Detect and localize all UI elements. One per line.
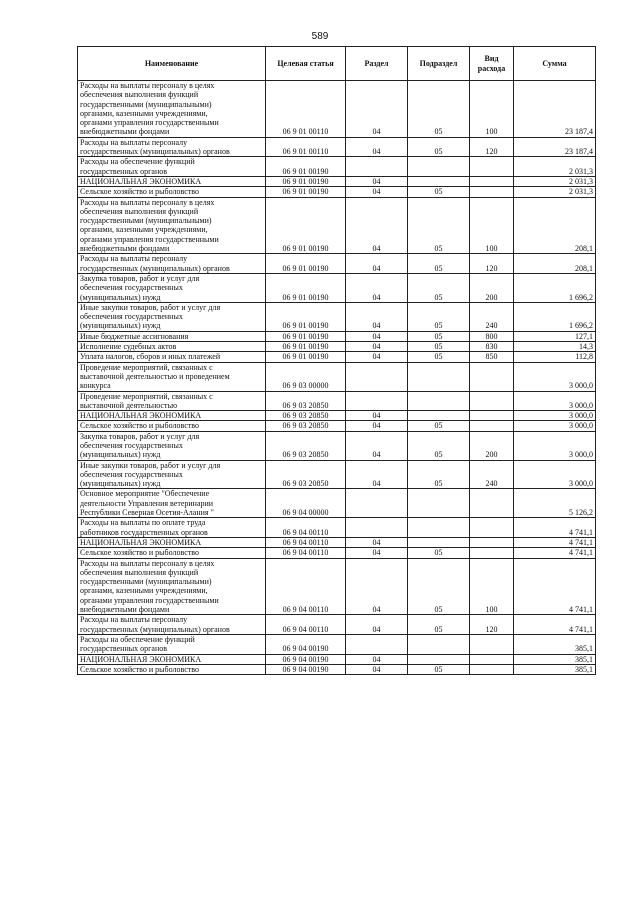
table-row [78,548,596,558]
row-subsection-cell [408,362,470,391]
row-expense-kind-cell [470,664,514,674]
row-subsection-cell: 05 [408,254,470,274]
row-sum-cell: 4 741,1 [514,615,596,635]
row-subsection-cell: 05 [408,664,470,674]
row-section-cell [346,518,408,538]
row-section-cell: 04 [346,421,408,431]
row-section-cell [346,489,408,518]
row-expense-kind-cell [470,489,514,518]
row-sum-cell: 112,8 [514,352,596,362]
row-section-cell: 04 [346,254,408,274]
row-name-cell: Основное мероприятие "Обеспечение деятельности Управления ветеринарии Республики Северная Осетия-Алания " [78,489,266,518]
row-section-cell: 04 [346,187,408,197]
row-sum-cell: 3 000,0 [514,362,596,391]
budget-table [77,46,596,675]
row-name-cell: НАЦИОНАЛЬНАЯ ЭКОНОМИКА [78,654,266,664]
row-subsection-cell: 05 [408,81,470,138]
row-target-article-cell: 06 9 01 00190 [266,352,346,362]
table-row [78,187,596,197]
row-name-cell: Проведение мероприятий, связанных с выставочной деятельностью [78,391,266,411]
row-subsection-cell [408,634,470,654]
row-target-article-cell: 06 9 03 20850 [266,431,346,460]
header-section: Раздел [346,47,408,81]
row-target-article-cell: 06 9 04 00110 [266,558,346,615]
row-name-cell: Иные бюджетные ассигнования [78,331,266,341]
row-section-cell: 04 [346,654,408,664]
row-expense-kind-cell: 100 [470,197,514,254]
row-section-cell: 04 [346,137,408,157]
row-expense-kind-cell [470,362,514,391]
row-target-article-cell: 06 9 01 00190 [266,331,346,341]
row-name-cell: НАЦИОНАЛЬНАЯ ЭКОНОМИКА [78,537,266,547]
row-name-cell: Расходы на выплаты персоналу государственных (муниципальных) органов [78,137,266,157]
row-name-cell: Расходы на выплаты персоналу в целях обеспечения выполнения функций государственными (муниципальными) органами, казенными учреждениями, органами управления государственными внебюджетными фондами [78,197,266,254]
row-target-article-cell: 06 9 03 20850 [266,391,346,411]
row-name-cell: Расходы на выплаты персоналу государственных (муниципальных) органов [78,615,266,635]
row-name-cell: Расходы на выплаты персоналу в целях обеспечения выполнения функций государственными (муниципальными) органами, казенными учреждениями, органами управления государственными внебюджетными фондами [78,558,266,615]
row-target-article-cell: 06 9 04 00110 [266,537,346,547]
row-section-cell: 04 [346,664,408,674]
row-subsection-cell: 05 [408,331,470,341]
row-sum-cell: 23 187,4 [514,81,596,138]
row-target-article-cell: 06 9 04 00110 [266,518,346,538]
row-name-cell: Сельское хозяйство и рыболовство [78,421,266,431]
row-target-article-cell: 06 9 03 20850 [266,460,346,489]
row-name-cell: Сельское хозяйство и рыболовство [78,664,266,674]
table-row [78,391,596,411]
row-subsection-cell: 05 [408,197,470,254]
row-sum-cell: 1 696,2 [514,302,596,331]
row-name-cell: Расходы на обеспечение функций государственных органов [78,157,266,177]
row-subsection-cell: 05 [408,548,470,558]
row-section-cell: 04 [346,558,408,615]
row-name-cell: НАЦИОНАЛЬНАЯ ЭКОНОМИКА [78,176,266,186]
row-expense-kind-cell [470,157,514,177]
table-row [78,421,596,431]
row-target-article-cell: 06 9 01 00190 [266,302,346,331]
row-sum-cell: 385,1 [514,634,596,654]
table-row [78,411,596,421]
row-sum-cell: 2 031,3 [514,187,596,197]
row-sum-cell: 3 000,0 [514,421,596,431]
row-target-article-cell: 06 9 01 00190 [266,157,346,177]
row-name-cell: Сельское хозяйство и рыболовство [78,548,266,558]
row-target-article-cell: 06 9 01 00190 [266,273,346,302]
header-sum: Сумма [514,47,596,81]
row-sum-cell: 208,1 [514,254,596,274]
row-target-article-cell: 06 9 01 00190 [266,197,346,254]
row-target-article-cell: 06 9 01 00190 [266,254,346,274]
row-sum-cell: 3 000,0 [514,460,596,489]
row-expense-kind-cell [470,187,514,197]
row-target-article-cell: 06 9 01 00190 [266,187,346,197]
row-section-cell: 04 [346,81,408,138]
table-row [78,460,596,489]
row-section-cell: 04 [346,331,408,341]
row-sum-cell: 2 031,3 [514,176,596,186]
table-row [78,342,596,352]
row-sum-cell: 3 000,0 [514,431,596,460]
row-expense-kind-cell: 120 [470,137,514,157]
header-expense-kind: Вид расхода [470,47,514,81]
table-row [78,352,596,362]
row-subsection-cell: 05 [408,302,470,331]
row-expense-kind-cell: 100 [470,81,514,138]
row-expense-kind-cell: 850 [470,352,514,362]
row-expense-kind-cell [470,548,514,558]
row-section-cell: 04 [346,537,408,547]
row-subsection-cell [408,157,470,177]
row-expense-kind-cell [470,421,514,431]
row-sum-cell: 5 126,2 [514,489,596,518]
row-subsection-cell [408,391,470,411]
row-section-cell: 04 [346,342,408,352]
row-sum-cell: 14,3 [514,342,596,352]
row-expense-kind-cell: 830 [470,342,514,352]
row-expense-kind-cell: 240 [470,302,514,331]
table-row [78,489,596,518]
row-section-cell: 04 [346,273,408,302]
table-row [78,197,596,254]
table-row [78,176,596,186]
row-section-cell: 04 [346,352,408,362]
row-target-article-cell: 06 9 03 20850 [266,411,346,421]
row-subsection-cell: 05 [408,137,470,157]
row-target-article-cell: 06 9 04 00190 [266,634,346,654]
row-sum-cell: 23 187,4 [514,137,596,157]
row-name-cell: Уплата налогов, сборов и иных платежей [78,352,266,362]
header-subsection: Подраздел [408,47,470,81]
row-target-article-cell: 06 9 01 00110 [266,137,346,157]
table-header-row [78,47,596,81]
row-section-cell: 04 [346,548,408,558]
row-expense-kind-cell [470,654,514,664]
row-name-cell: Иные закупки товаров, работ и услуг для обеспечения государственных (муниципальных) нужд [78,460,266,489]
row-subsection-cell: 05 [408,273,470,302]
row-sum-cell: 208,1 [514,197,596,254]
row-target-article-cell: 06 9 01 00110 [266,81,346,138]
row-target-article-cell: 06 9 04 00190 [266,654,346,664]
row-section-cell: 04 [346,302,408,331]
row-name-cell: НАЦИОНАЛЬНАЯ ЭКОНОМИКА [78,411,266,421]
row-name-cell: Расходы на выплаты персоналу государственных (муниципальных) органов [78,254,266,274]
table-row [78,254,596,274]
row-expense-kind-cell: 120 [470,615,514,635]
row-subsection-cell [408,176,470,186]
row-target-article-cell: 06 9 03 00000 [266,362,346,391]
row-sum-cell: 2 031,3 [514,157,596,177]
table-row [78,331,596,341]
row-subsection-cell [408,654,470,664]
row-sum-cell: 3 000,0 [514,411,596,421]
row-expense-kind-cell [470,634,514,654]
table-row [78,431,596,460]
table-row [78,137,596,157]
row-target-article-cell: 06 9 04 00110 [266,615,346,635]
row-expense-kind-cell: 200 [470,431,514,460]
row-section-cell: 04 [346,460,408,489]
row-section-cell: 04 [346,431,408,460]
row-name-cell: Проведение мероприятий, связанных с выставочной деятельностью и проведением конкурса [78,362,266,391]
row-subsection-cell: 05 [408,431,470,460]
row-sum-cell: 385,1 [514,654,596,664]
row-subsection-cell: 05 [408,421,470,431]
row-target-article-cell: 06 9 03 20850 [266,421,346,431]
row-sum-cell: 127,1 [514,331,596,341]
row-section-cell [346,391,408,411]
row-section-cell: 04 [346,197,408,254]
table-row [78,654,596,664]
row-expense-kind-cell: 200 [470,273,514,302]
row-subsection-cell [408,518,470,538]
row-subsection-cell: 05 [408,342,470,352]
row-sum-cell: 385,1 [514,664,596,674]
row-subsection-cell: 05 [408,460,470,489]
row-sum-cell: 4 741,1 [514,558,596,615]
table-row [78,157,596,177]
row-expense-kind-cell: 800 [470,331,514,341]
row-expense-kind-cell [470,537,514,547]
row-section-cell [346,362,408,391]
row-subsection-cell: 05 [408,352,470,362]
table-row [78,273,596,302]
row-target-article-cell: 06 9 04 00110 [266,548,346,558]
row-name-cell: Расходы на обеспечение функций государственных органов [78,634,266,654]
row-sum-cell: 4 741,1 [514,548,596,558]
row-subsection-cell [408,537,470,547]
row-section-cell: 04 [346,411,408,421]
row-section-cell [346,157,408,177]
row-target-article-cell: 06 9 01 00190 [266,176,346,186]
table-row [78,634,596,654]
row-target-article-cell: 06 9 04 00000 [266,489,346,518]
row-sum-cell: 1 696,2 [514,273,596,302]
row-subsection-cell: 05 [408,558,470,615]
row-sum-cell: 4 741,1 [514,518,596,538]
row-name-cell: Расходы на выплаты по оплате труда работников государственных органов [78,518,266,538]
row-name-cell: Исполнение судебных актов [78,342,266,352]
row-sum-cell: 4 741,1 [514,537,596,547]
row-expense-kind-cell: 120 [470,254,514,274]
row-name-cell: Иные закупки товаров, работ и услуг для обеспечения государственных (муниципальных) нужд [78,302,266,331]
row-target-article-cell: 06 9 04 00190 [266,664,346,674]
table-row [78,664,596,674]
row-section-cell: 04 [346,615,408,635]
row-subsection-cell [408,489,470,518]
table-row [78,558,596,615]
row-name-cell: Сельское хозяйство и рыболовство [78,187,266,197]
row-name-cell: Закупка товаров, работ и услуг для обеспечения государственных (муниципальных) нужд [78,431,266,460]
table-row [78,302,596,331]
row-subsection-cell: 05 [408,615,470,635]
row-name-cell: Закупка товаров, работ и услуг для обеспечения государственных (муниципальных) нужд [78,273,266,302]
table-row [78,615,596,635]
row-expense-kind-cell: 240 [470,460,514,489]
row-sum-cell: 3 000,0 [514,391,596,411]
row-subsection-cell [408,411,470,421]
table-row [78,81,596,138]
table-row [78,537,596,547]
page-number: 589 [311,31,329,42]
row-name-cell: Расходы на выплаты персоналу в целях обеспечения выполнения функций государственными (муниципальными) органами, казенными учреждениями, органами управления государственными внебюджетными фондами [78,81,266,138]
row-expense-kind-cell [470,176,514,186]
table-row [78,362,596,391]
row-target-article-cell: 06 9 01 00190 [266,342,346,352]
header-target-article: Целевая статья [266,47,346,81]
table-row [78,518,596,538]
row-section-cell [346,634,408,654]
row-subsection-cell: 05 [408,187,470,197]
row-expense-kind-cell [470,391,514,411]
row-expense-kind-cell [470,518,514,538]
row-expense-kind-cell [470,411,514,421]
header-name: Наименование [78,47,266,81]
row-expense-kind-cell: 100 [470,558,514,615]
row-section-cell: 04 [346,176,408,186]
